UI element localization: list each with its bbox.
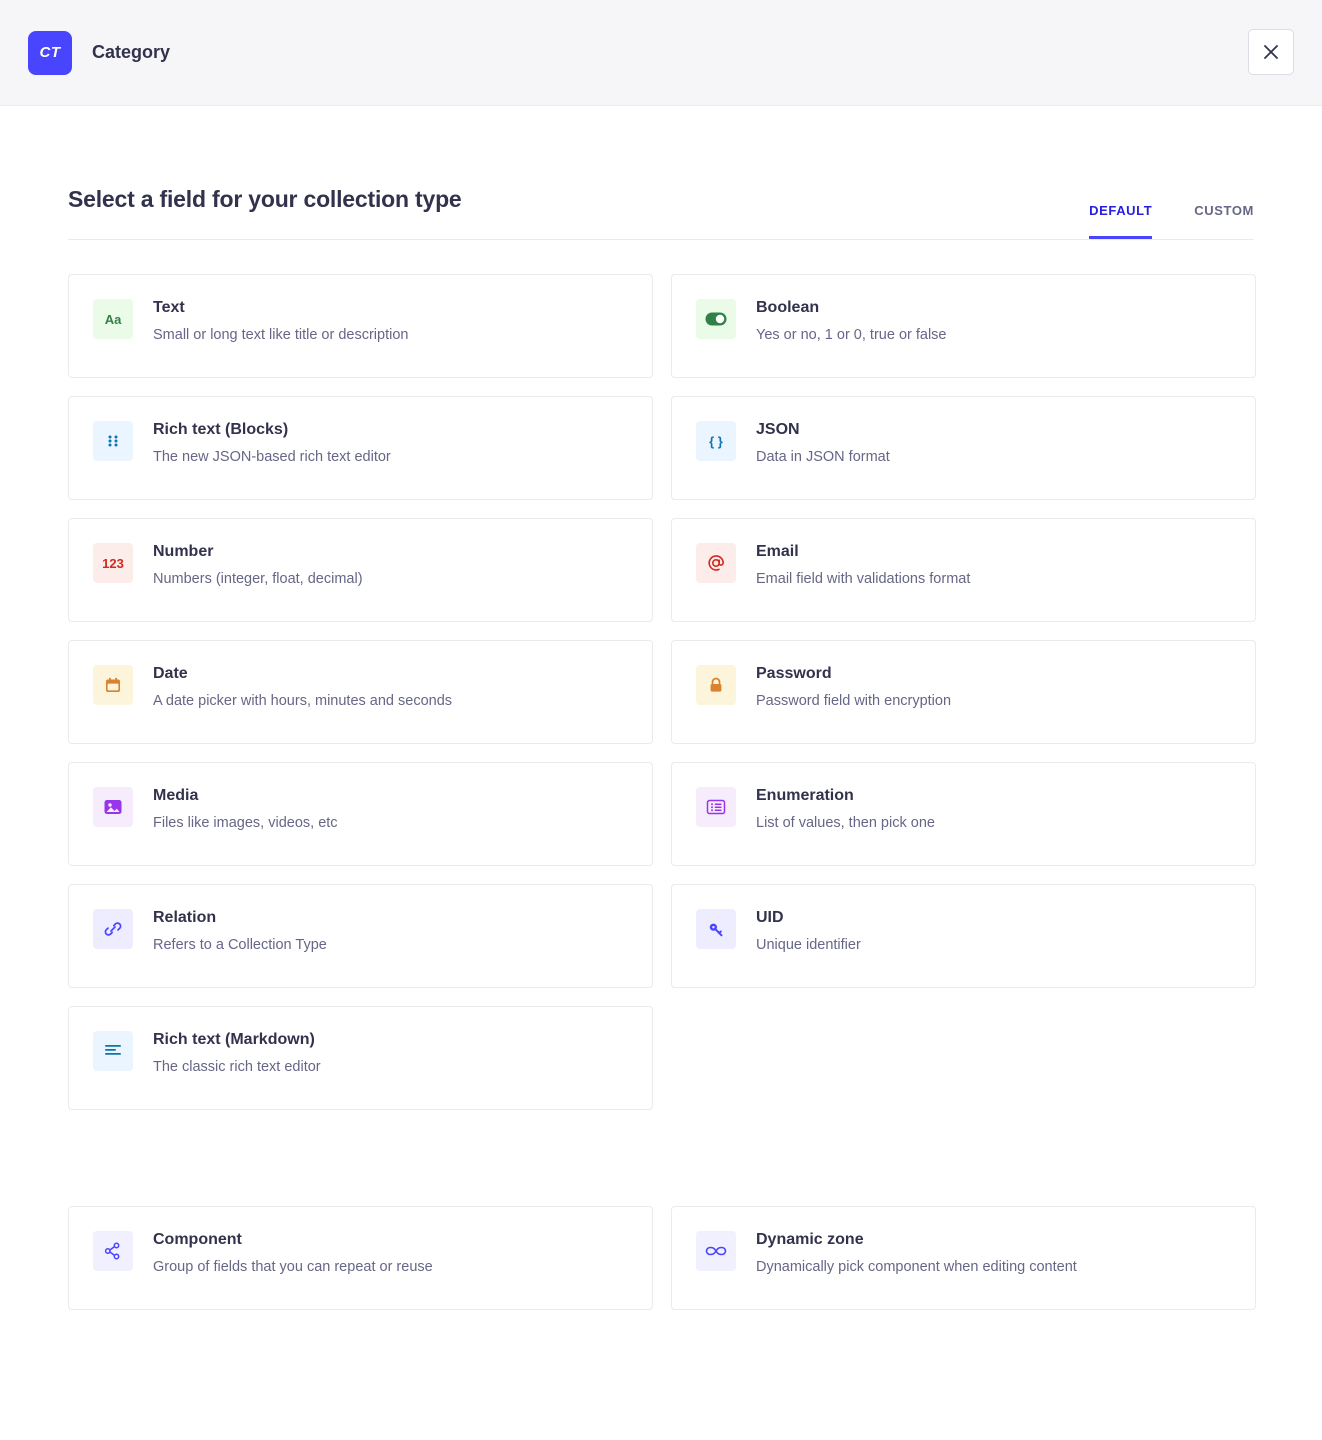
field-card-rich-text-blocks[interactable] — [68, 396, 653, 500]
field-card-title: Text — [153, 299, 185, 316]
field-card-uid[interactable] — [671, 884, 1256, 988]
field-card-boolean[interactable] — [671, 274, 1256, 378]
field-card-media[interactable] — [68, 762, 653, 866]
braces-icon: { } — [696, 421, 736, 461]
grid-empty-cell — [671, 1006, 1256, 1110]
field-card-desc: Email field with validations format — [756, 571, 971, 588]
field-card-desc: Refers to a Collection Type — [153, 937, 327, 954]
field-card-title: Dynamic zone — [756, 1231, 864, 1248]
modal-header — [0, 0, 1322, 106]
at-sign-icon — [696, 543, 736, 583]
field-card-title: JSON — [756, 421, 800, 438]
field-card-title: Email — [756, 543, 799, 560]
field-card-desc: Files like images, videos, etc — [153, 815, 338, 832]
field-card-desc: A date picker with hours, minutes and seconds — [153, 693, 453, 710]
field-card-number[interactable] — [68, 518, 653, 622]
field-card-desc: Unique identifier — [756, 937, 861, 954]
field-card-title: Media — [153, 787, 199, 804]
field-card-component[interactable] — [68, 1206, 653, 1310]
field-card-title: Relation — [153, 909, 217, 926]
field-card-title: Enumeration — [756, 787, 854, 804]
field-card-enumeration[interactable] — [671, 762, 1256, 866]
field-card-password[interactable] — [671, 640, 1256, 744]
tab-custom[interactable]: CUSTOM — [1194, 203, 1254, 218]
field-card-title: Rich text (Blocks) — [153, 421, 289, 438]
tab-default[interactable]: DEFAULT — [1089, 203, 1152, 239]
field-type-grid — [68, 240, 1254, 1310]
collection-type-badge: CT — [28, 31, 72, 75]
close-icon — [1264, 45, 1278, 59]
field-card-desc: Password field with encryption — [756, 693, 952, 710]
field-card-email[interactable] — [671, 518, 1256, 622]
field-card-desc: Group of fields that you can repeat or reuse — [153, 1259, 433, 1276]
calendar-icon — [93, 665, 133, 705]
number-123-icon: 123 — [93, 543, 133, 583]
modal-body — [0, 106, 1322, 1310]
grid-section-divider — [68, 1128, 1256, 1188]
field-card-date[interactable] — [68, 640, 653, 744]
link-icon — [93, 909, 133, 949]
text-aa-icon: Aa — [93, 299, 133, 339]
field-card-relation[interactable] — [68, 884, 653, 988]
field-card-desc: Small or long text like title or description — [153, 327, 409, 344]
field-card-title: Password — [756, 665, 832, 682]
image-icon — [93, 787, 133, 827]
field-card-dynamic-zone[interactable] — [671, 1206, 1256, 1310]
lock-icon — [696, 665, 736, 705]
field-card-desc: The classic rich text editor — [153, 1059, 321, 1076]
field-card-desc: Yes or no, 1 or 0, true or false — [756, 327, 947, 344]
markdown-lines-icon — [93, 1031, 133, 1071]
field-card-desc: List of values, then pick one — [756, 815, 935, 832]
field-card-desc: Numbers (integer, float, decimal) — [153, 571, 363, 588]
close-button[interactable] — [1248, 29, 1294, 75]
field-card-desc: Dynamically pick component when editing content — [756, 1259, 1077, 1276]
field-card-rich-text-markdown[interactable] — [68, 1006, 653, 1110]
field-card-title: Rich text (Markdown) — [153, 1031, 315, 1048]
toggle-icon — [696, 299, 736, 339]
field-card-title: Boolean — [756, 299, 820, 316]
key-icon — [696, 909, 736, 949]
page-title-header: Category — [92, 42, 171, 62]
infinity-icon — [696, 1231, 736, 1271]
field-card-text[interactable] — [68, 274, 653, 378]
field-card-title: UID — [756, 909, 784, 926]
component-icon — [93, 1231, 133, 1271]
field-card-desc: The new JSON-based rich text editor — [153, 449, 391, 466]
list-icon — [696, 787, 736, 827]
field-card-title: Component — [153, 1231, 242, 1248]
page-title: Select a field for your collection type — [68, 186, 462, 212]
title-row — [68, 106, 1254, 240]
field-card-title: Date — [153, 665, 188, 682]
field-card-desc: Data in JSON format — [756, 449, 890, 466]
blocks-icon — [93, 421, 133, 461]
tab-list — [1047, 203, 1254, 239]
field-card-title: Number — [153, 543, 214, 560]
field-card-json[interactable] — [671, 396, 1256, 500]
